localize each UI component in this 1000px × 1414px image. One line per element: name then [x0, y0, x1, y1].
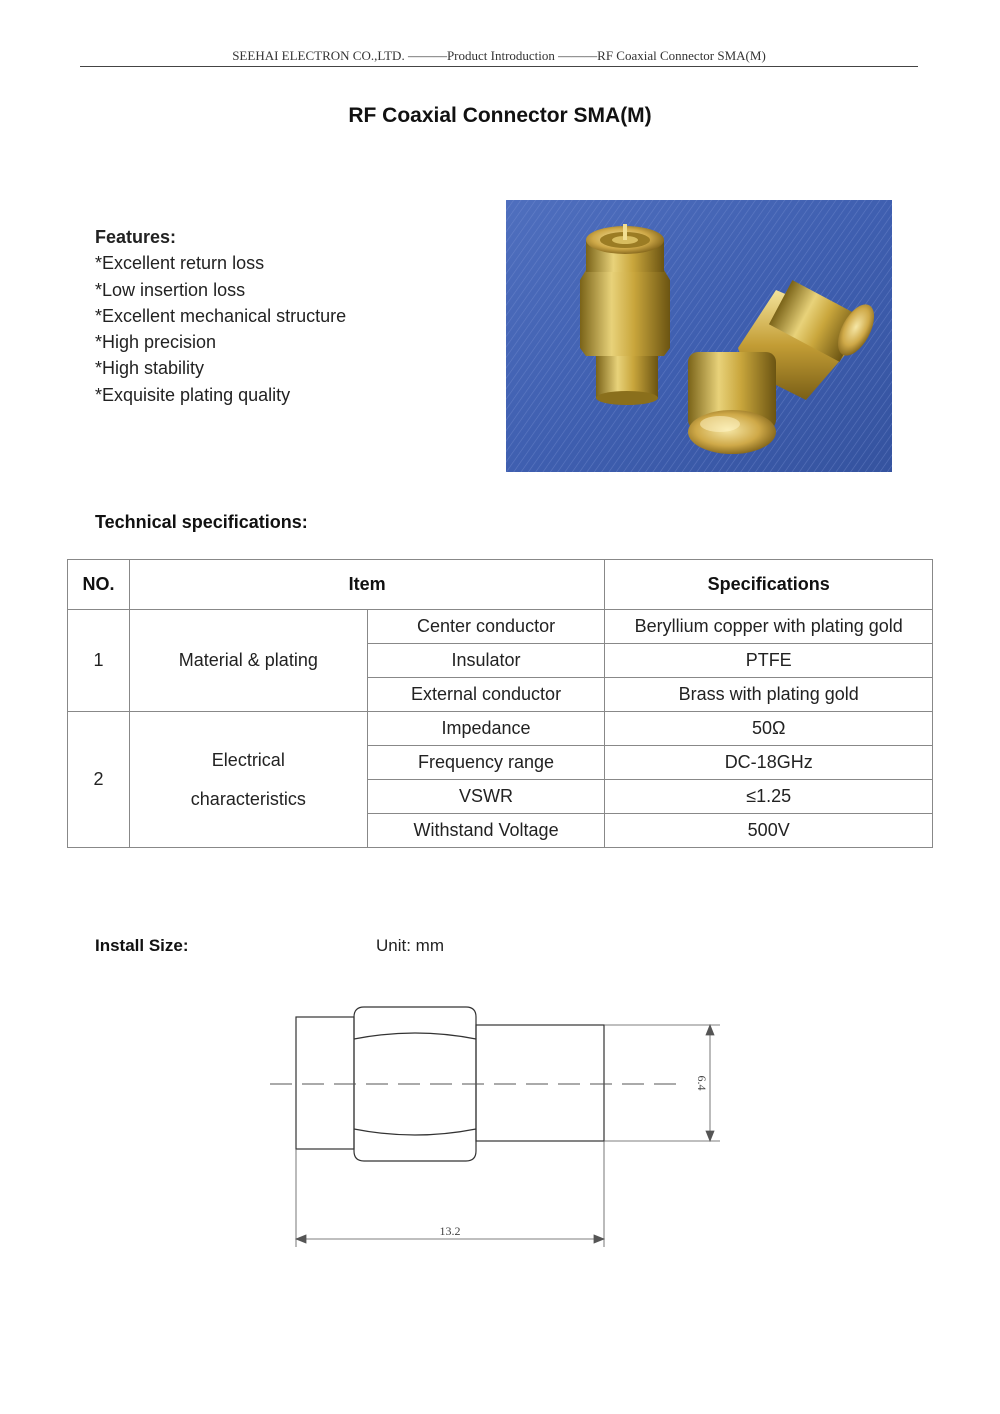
hex-facet-line [354, 1033, 476, 1039]
features-heading: Features: [95, 227, 177, 247]
spec-table [67, 559, 933, 848]
tech-spec-heading: Technical specifications: [95, 512, 308, 532]
table-row [68, 712, 933, 746]
spec-value: ≤1.25 [605, 780, 933, 814]
spec-value: Brass with plating gold [605, 678, 933, 712]
header-specifications: Specifications [605, 560, 933, 610]
height-dimension-value: 6.4 [695, 1075, 709, 1091]
sub-item: Impedance [367, 712, 605, 746]
features-section [95, 224, 346, 408]
sub-item: Insulator [367, 644, 605, 678]
page-title: RF Coaxial Connector SMA(M) [348, 104, 652, 127]
spec-value: DC-18GHz [605, 746, 933, 780]
item-group: Material & plating [129, 610, 367, 712]
feature-item: *High precision [95, 332, 217, 353]
dimension-arrow [706, 1131, 714, 1141]
width-dimension-value: 13.2 [439, 1224, 461, 1238]
sub-item: Center conductor [367, 610, 605, 644]
install-drawing [260, 995, 730, 1255]
sub-item: Frequency range [367, 746, 605, 780]
sub-item: VSWR [367, 780, 605, 814]
hex-facet-line [354, 1129, 476, 1135]
feature-item: *Low insertion loss [95, 279, 246, 300]
unit-label: Unit: mm [376, 936, 444, 955]
dimension-arrow [594, 1235, 604, 1243]
feature-item: *Exquisite plating quality [95, 384, 291, 405]
spec-value: PTFE [605, 644, 933, 678]
header-item: Item [129, 560, 604, 610]
feature-item: *Excellent return loss [95, 253, 265, 274]
table-row [68, 610, 933, 644]
dimension-arrow [706, 1025, 714, 1035]
spec-value: 500V [605, 814, 933, 848]
spec-value: 50Ω [605, 712, 933, 746]
item-group-line: Electrical [211, 749, 285, 770]
item-group [129, 712, 367, 848]
right-body-outline [476, 1025, 604, 1141]
install-size-heading: Install Size: [95, 936, 189, 955]
row-number: 2 [68, 712, 130, 848]
row-number: 1 [68, 610, 130, 712]
dimension-arrow [296, 1235, 306, 1243]
spec-value: Beryllium copper with plating gold [605, 610, 933, 644]
header-no: NO. [68, 560, 130, 610]
feature-item: *High stability [95, 358, 205, 379]
table-header-row [68, 560, 933, 610]
page-header: SEEHAI ELECTRON CO.,LTD. ———Product Introduction ———RF Coaxial Connector SMA(M) [232, 48, 766, 63]
sub-item: External conductor [367, 678, 605, 712]
feature-item: *Excellent mechanical structure [95, 305, 347, 326]
left-body-outline [296, 1017, 354, 1149]
product-photo [506, 200, 892, 472]
header-rule [80, 66, 918, 67]
sub-item: Withstand Voltage [367, 814, 605, 848]
item-group-line: characteristics [190, 788, 306, 809]
